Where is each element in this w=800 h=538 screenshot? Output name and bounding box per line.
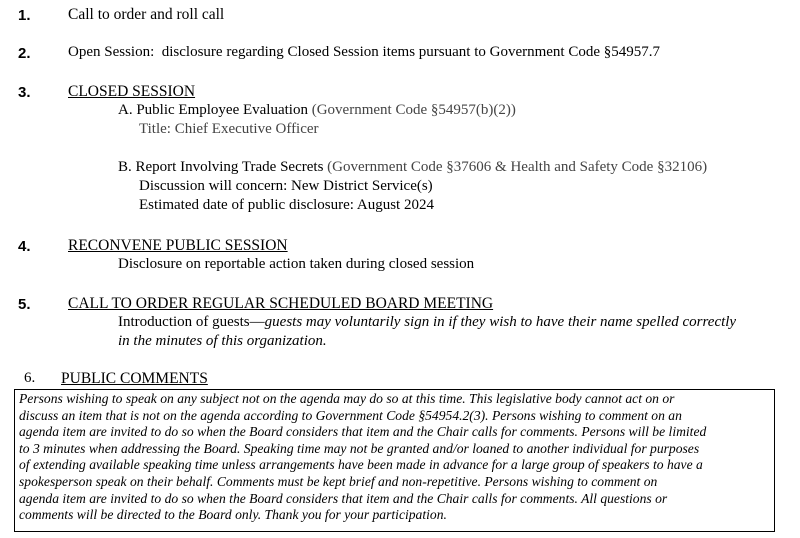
item-6-number: 6. — [24, 370, 36, 386]
item-3b-discussion: Discussion will concern: New District Service(s) — [139, 178, 433, 194]
public-comments-line: agenda item are invited to do so when the Board considers that item and the Chair calls for comments. All questions or — [19, 490, 668, 506]
item-1-title: Call to order and roll call — [68, 6, 225, 23]
item-3a-label: A. Public Employee Evaluation — [118, 102, 308, 118]
item-5-text-italic-2: in the minutes of this organization. — [118, 333, 327, 349]
public-comments-line: Persons wishing to speak on any subject not on the agenda may do so at this time. This legislative body cannot act on or — [19, 391, 675, 406]
public-comments-line: discuss an item that is not on the agenda according to Government Code §54954.2(3). Persons wishing to comment on an — [19, 407, 682, 423]
item-4-number: 4. — [18, 238, 31, 255]
public-comments-line: agenda item are invited to do so when the Board considers that item and the Chair calls for comments. Persons will be limited — [19, 424, 707, 440]
public-comments-line: of extending available speaking time unless arrangements have been made in advance for a large group of speakers to have a — [19, 457, 703, 473]
item-5-text-line1 — [118, 314, 736, 331]
item-3a-ref: (Government Code §54957(b)(2)) — [311, 102, 516, 118]
item-6-title: PUBLIC COMMENTS — [61, 370, 208, 387]
item-2-line — [68, 44, 660, 61]
public-comments-line: to 3 minutes when addressing the Board. Speaking time may not be granted and/or loaned to another individual for purposes — [19, 440, 700, 456]
public-comments-box — [14, 389, 775, 532]
item-2-text: disclosure regarding Closed Session items pursuant to Government Code §54957.7 — [161, 44, 661, 60]
item-3-title: CLOSED SESSION — [68, 83, 196, 100]
item-3b-label: B. Report Involving Trade Secrets — [118, 159, 324, 175]
public-comments-line: spokesperson speak on their behalf. Comments must be kept brief and non-repetitive. Persons wishing to comment on — [19, 473, 658, 489]
public-comments-line: comments will be directed to the Board only. Thank you for your participation. — [19, 507, 447, 523]
item-3-number: 3. — [18, 84, 31, 101]
item-3a-line — [118, 102, 516, 119]
item-2-number: 2. — [18, 45, 31, 62]
item-5-number: 5. — [18, 296, 31, 313]
item-3a-title: Title: Chief Executive Officer — [139, 121, 319, 137]
item-5-text-plain: Introduction of guests— — [118, 314, 265, 330]
item-1-number: 1. — [18, 7, 31, 24]
item-3b-date: Estimated date of public disclosure: August 2024 — [139, 197, 434, 213]
item-4-title: RECONVENE PUBLIC SESSION — [68, 237, 288, 254]
item-2-title: Open Session: — [68, 44, 155, 60]
item-4-text: Disclosure on reportable action taken during closed session — [118, 256, 475, 272]
item-5-title: CALL TO ORDER REGULAR SCHEDULED BOARD MEETING — [68, 295, 494, 312]
item-3b-line — [118, 159, 707, 176]
item-3b-ref: (Government Code §37606 & Health and Safety Code §32106) — [327, 159, 708, 175]
item-5-text-italic-1: guests may voluntarily sign in if they wish to have their name spelled correctly — [264, 314, 737, 330]
